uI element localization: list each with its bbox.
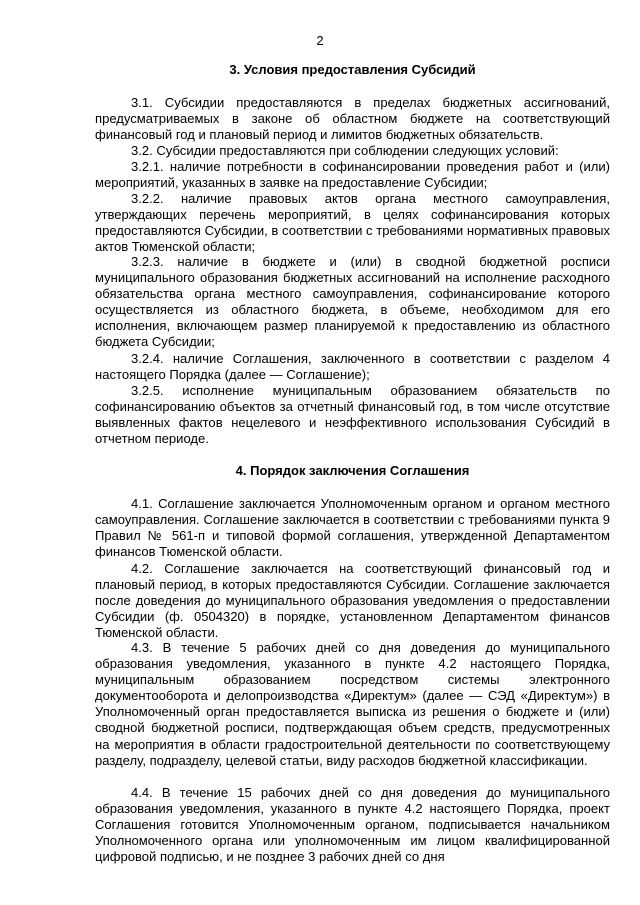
section-4-heading: 4. Порядок заключения Соглашения: [235, 463, 470, 478]
paragraph-3-2-1: 3.2.1. наличие потребности в софинансировании проведения работ и (или) мероприятий, указанных в заявке на предоставление Субсидии;: [95, 159, 610, 191]
section-3-heading: 3. Условия предоставления Субсидий: [229, 62, 476, 77]
paragraph-4-3: 4.3. В течение 5 рабочих дней со дня доведения до муниципального образования уведомления, указанного в пункте 4.2 настоящего Порядка, муниципальным образованием посредством системы электронного документооборота и делопроизводства «Директум» (далее — СЭД «Директум») в Уполномоченный орган предоставляется выписка из решения о бюджете и (или) сводной бюджетной росписи, подтверждающая объем средств, предусмотренных на мероприятия в области градостроительной деятельности по соответствующему разделу, подразделу, целевой статьи, виду расходов бюджетной классификации.: [95, 640, 610, 768]
page-number: 2: [316, 33, 324, 48]
paragraph-4-2: 4.2. Соглашение заключается на соответствующий финансовый год и плановый период, в которых предоставляются Субсидии. Соглашение заключается после доведения до муниципального образования уведомления о предоставлении Субсидии (ф. 0504320) в порядке, установленном Департаментом финансов Тюменской области.: [95, 561, 610, 641]
paragraph-3-2-4: 3.2.4. наличие Соглашения, заключенного в соответствии с разделом 4 настоящего Порядка (далее — Соглашение);: [95, 351, 610, 383]
paragraph-4-4: 4.4. В течение 15 рабочих дней со дня доведения до муниципального образования уведомления, указанного в пункте 4.2 настоящего Порядка, проект Соглашения готовится Уполномоченным органом, подписывается начальником Уполномоченного органа или уполномоченным им лицом квалифицированной цифровой подписью, и не позднее 3 рабочих дней со дня: [95, 785, 610, 865]
paragraph-3-2: 3.2. Субсидии предоставляются при соблюдении следующих условий:: [131, 143, 559, 158]
paragraph-3-2-5: 3.2.5. исполнение муниципальным образованием обязательств по софинансированию объектов за отчетный финансовый год, в том числе отсутствие выявленных фактов нецелевого и неэффективного использования Субсидий в отчетном периоде.: [95, 383, 610, 447]
paragraph-3-2-3: 3.2.3. наличие в бюджете и (или) в сводной бюджетной росписи муниципального образования бюджетных ассигнований на исполнение расходного обязательства органа местного самоуправления, софинансирование которого осуществляется из областного бюджета, в объеме, необходимом для его исполнения, включающем размер планируемой к предоставлению из областного бюджета Субсидии;: [95, 254, 610, 350]
paragraph-3-1: 3.1. Субсидии предоставляются в пределах бюджетных ассигнований, предусматриваемых в законе об областном бюджете на соответствующий финансовый год и плановый период и лимитов бюджетных обязательств.: [95, 95, 610, 143]
paragraph-4-1: 4.1. Соглашение заключается Уполномоченным органом и органом местного самоуправления. Соглашение заключается в соответствии с требованиями пункта 9 Правил № 561-п и типовой формой соглашения, утвержденной Департаментом финансов Тюменской области.: [95, 496, 610, 560]
paragraph-3-2-2: 3.2.2. наличие правовых актов органа местного самоуправления, утверждающих перечень мероприятий, в целях софинансирования которых предоставляются Субсидии, в соответствии с требованиями нормативных правовых актов Тюменской области;: [95, 191, 610, 255]
